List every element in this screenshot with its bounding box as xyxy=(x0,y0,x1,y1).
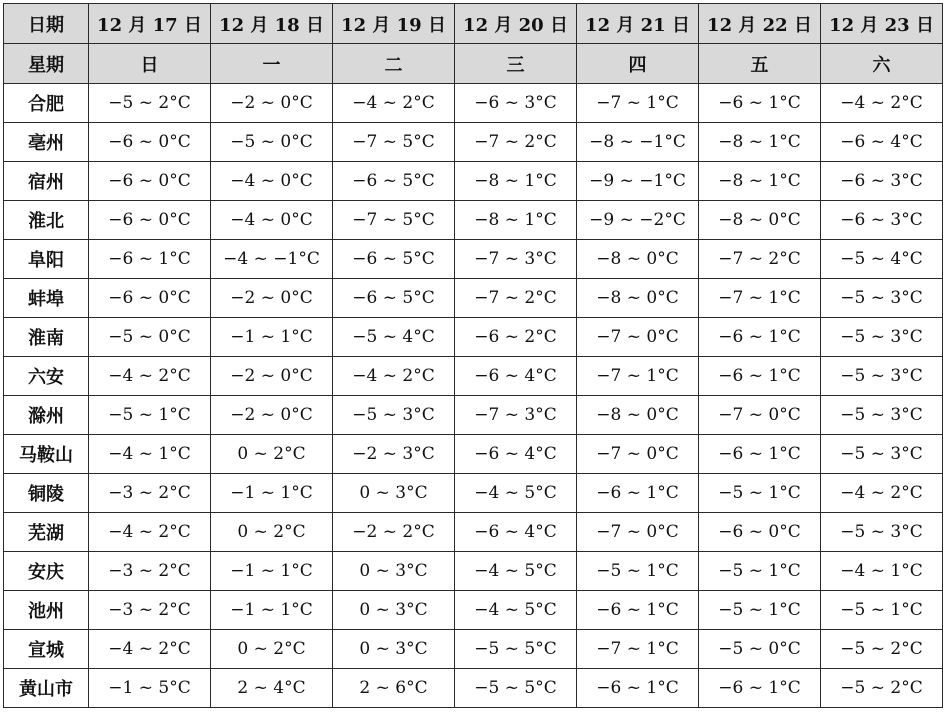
temperature-cell: −7 ~ 1°C xyxy=(577,84,699,123)
temperature-cell: −6 ~ 0°C xyxy=(699,513,821,552)
temperature-cell: −5 ~ 3°C xyxy=(821,513,943,552)
city-name: 安庆 xyxy=(4,552,89,591)
city-name: 宿州 xyxy=(4,162,89,201)
temperature-cell: −6 ~ 0°C xyxy=(89,279,211,318)
weekday-cell: 四 xyxy=(577,44,699,84)
date-header: 12 月 18 日 xyxy=(211,4,333,44)
temperature-cell: −8 ~ 1°C xyxy=(699,123,821,162)
table-row xyxy=(4,279,943,318)
table-row xyxy=(4,357,943,396)
temperature-cell: −6 ~ 1°C xyxy=(577,474,699,513)
city-name: 合肥 xyxy=(4,84,89,123)
temperature-cell: 2 ~ 4°C xyxy=(211,669,333,708)
temperature-cell: −5 ~ 1°C xyxy=(577,552,699,591)
temperature-cell: −6 ~ 3°C xyxy=(821,201,943,240)
table-row xyxy=(4,630,943,669)
temperature-cell: −8 ~ 1°C xyxy=(699,162,821,201)
temperature-cell: −5 ~ 3°C xyxy=(821,435,943,474)
table-row xyxy=(4,669,943,708)
table-row xyxy=(4,162,943,201)
temperature-cell: −7 ~ 3°C xyxy=(455,240,577,279)
temperature-cell: −1 ~ 1°C xyxy=(211,552,333,591)
city-name: 铜陵 xyxy=(4,474,89,513)
temperature-cell: −6 ~ 0°C xyxy=(89,201,211,240)
table-row xyxy=(4,513,943,552)
table-row xyxy=(4,123,943,162)
temperature-cell: −4 ~ −1°C xyxy=(211,240,333,279)
city-name: 黄山市 xyxy=(4,669,89,708)
temperature-cell: −9 ~ −1°C xyxy=(577,162,699,201)
city-name: 亳州 xyxy=(4,123,89,162)
temperature-cell: −6 ~ 1°C xyxy=(577,669,699,708)
temperature-cell: −2 ~ 0°C xyxy=(211,279,333,318)
temperature-cell: −7 ~ 2°C xyxy=(455,123,577,162)
temperature-cell: −5 ~ 1°C xyxy=(699,591,821,630)
forecast-table xyxy=(3,3,943,708)
temperature-cell: −5 ~ 2°C xyxy=(821,669,943,708)
temperature-cell: −6 ~ 3°C xyxy=(821,162,943,201)
temperature-cell: −4 ~ 0°C xyxy=(211,201,333,240)
temperature-cell: −5 ~ 0°C xyxy=(89,318,211,357)
temperature-cell: 2 ~ 6°C xyxy=(333,669,455,708)
weekday-cell: 一 xyxy=(211,44,333,84)
temperature-cell: −6 ~ 1°C xyxy=(89,240,211,279)
temperature-cell: −7 ~ 1°C xyxy=(699,279,821,318)
temperature-cell: −5 ~ 3°C xyxy=(821,396,943,435)
temperature-cell: −6 ~ 1°C xyxy=(699,435,821,474)
temperature-cell: 0 ~ 2°C xyxy=(211,435,333,474)
temperature-cell: −3 ~ 2°C xyxy=(89,552,211,591)
temperature-cell: −5 ~ 5°C xyxy=(455,669,577,708)
city-name: 阜阳 xyxy=(4,240,89,279)
temperature-cell: −6 ~ 0°C xyxy=(89,162,211,201)
temperature-cell: −6 ~ 1°C xyxy=(699,84,821,123)
table-row xyxy=(4,318,943,357)
city-name: 蚌埠 xyxy=(4,279,89,318)
temperature-cell: 0 ~ 2°C xyxy=(211,513,333,552)
temperature-cell: −6 ~ 4°C xyxy=(455,357,577,396)
temperature-cell: −2 ~ 2°C xyxy=(333,513,455,552)
date-header: 12 月 21 日 xyxy=(577,4,699,44)
temperature-cell: −6 ~ 0°C xyxy=(89,123,211,162)
temperature-cell: −8 ~ 0°C xyxy=(699,201,821,240)
table-row xyxy=(4,474,943,513)
temperature-cell: −4 ~ 5°C xyxy=(455,552,577,591)
temperature-cell: 0 ~ 3°C xyxy=(333,591,455,630)
temperature-cell: −7 ~ 5°C xyxy=(333,201,455,240)
temperature-cell: −8 ~ 0°C xyxy=(577,240,699,279)
temperature-cell: −4 ~ 2°C xyxy=(333,357,455,396)
temperature-cell: −7 ~ 0°C xyxy=(577,513,699,552)
temperature-cell: −4 ~ 1°C xyxy=(89,435,211,474)
temperature-cell: −8 ~ 1°C xyxy=(455,201,577,240)
temperature-cell: −1 ~ 1°C xyxy=(211,318,333,357)
temperature-cell: −6 ~ 1°C xyxy=(577,591,699,630)
temperature-cell: −9 ~ −2°C xyxy=(577,201,699,240)
temperature-cell: −4 ~ 2°C xyxy=(89,513,211,552)
temperature-cell: −2 ~ 0°C xyxy=(211,84,333,123)
header-label-date: 日期 xyxy=(4,4,89,44)
city-name: 六安 xyxy=(4,357,89,396)
table-body xyxy=(4,4,943,708)
temperature-cell: −7 ~ 2°C xyxy=(699,240,821,279)
city-name: 芜湖 xyxy=(4,513,89,552)
table-row xyxy=(4,552,943,591)
temperature-cell: −2 ~ 0°C xyxy=(211,396,333,435)
temperature-cell: −4 ~ 2°C xyxy=(821,474,943,513)
temperature-cell: −5 ~ 4°C xyxy=(821,240,943,279)
temperature-cell: −4 ~ 5°C xyxy=(455,474,577,513)
temperature-cell: −5 ~ 5°C xyxy=(455,630,577,669)
weekday-cell: 日 xyxy=(89,44,211,84)
temperature-cell: −5 ~ 1°C xyxy=(89,396,211,435)
weekday-row xyxy=(4,44,943,84)
weekday-cell: 五 xyxy=(699,44,821,84)
temperature-cell: −4 ~ 5°C xyxy=(455,591,577,630)
temperature-cell: −6 ~ 2°C xyxy=(455,318,577,357)
table-row xyxy=(4,396,943,435)
temperature-cell: −4 ~ 2°C xyxy=(821,84,943,123)
temperature-cell: −8 ~ 0°C xyxy=(577,279,699,318)
temperature-cell: −5 ~ 4°C xyxy=(333,318,455,357)
date-header: 12 月 20 日 xyxy=(455,4,577,44)
temperature-cell: −5 ~ 3°C xyxy=(333,396,455,435)
table-row xyxy=(4,435,943,474)
date-header: 12 月 22 日 xyxy=(699,4,821,44)
weekday-cell: 三 xyxy=(455,44,577,84)
temperature-cell: −5 ~ 3°C xyxy=(821,357,943,396)
temperature-cell: −4 ~ 2°C xyxy=(333,84,455,123)
table-row xyxy=(4,201,943,240)
header-label-weekday: 星期 xyxy=(4,44,89,84)
temperature-cell: −7 ~ 0°C xyxy=(699,396,821,435)
temperature-cell: −7 ~ 1°C xyxy=(577,357,699,396)
temperature-cell: −6 ~ 1°C xyxy=(699,318,821,357)
temperature-cell: −2 ~ 0°C xyxy=(211,357,333,396)
temperature-cell: −4 ~ 2°C xyxy=(89,630,211,669)
temperature-cell: −1 ~ 1°C xyxy=(211,474,333,513)
temperature-cell: −6 ~ 4°C xyxy=(455,513,577,552)
temperature-cell: −4 ~ 0°C xyxy=(211,162,333,201)
temperature-cell: −4 ~ 2°C xyxy=(89,357,211,396)
city-name: 淮南 xyxy=(4,318,89,357)
table-row xyxy=(4,84,943,123)
temperature-cell: −6 ~ 4°C xyxy=(821,123,943,162)
temperature-cell: −7 ~ 1°C xyxy=(577,630,699,669)
temperature-cell: −6 ~ 5°C xyxy=(333,279,455,318)
temperature-cell: −3 ~ 2°C xyxy=(89,474,211,513)
temperature-cell: −5 ~ 1°C xyxy=(821,591,943,630)
temperature-cell: −5 ~ 3°C xyxy=(821,279,943,318)
temperature-cell: −5 ~ 2°C xyxy=(821,630,943,669)
date-header: 12 月 23 日 xyxy=(821,4,943,44)
date-header: 12 月 17 日 xyxy=(89,4,211,44)
temperature-cell: −7 ~ 0°C xyxy=(577,318,699,357)
temperature-cell: −5 ~ 1°C xyxy=(699,474,821,513)
temperature-cell: 0 ~ 3°C xyxy=(333,552,455,591)
temperature-cell: −7 ~ 2°C xyxy=(455,279,577,318)
city-name: 池州 xyxy=(4,591,89,630)
temperature-cell: −6 ~ 5°C xyxy=(333,162,455,201)
temperature-cell: −5 ~ 3°C xyxy=(821,318,943,357)
city-name: 宣城 xyxy=(4,630,89,669)
table-row xyxy=(4,240,943,279)
temperature-cell: −4 ~ 1°C xyxy=(821,552,943,591)
temperature-cell: −6 ~ 4°C xyxy=(455,435,577,474)
temperature-cell: −6 ~ 3°C xyxy=(455,84,577,123)
weekday-cell: 二 xyxy=(333,44,455,84)
date-header: 12 月 19 日 xyxy=(333,4,455,44)
temperature-cell: −8 ~ 0°C xyxy=(577,396,699,435)
temperature-cell: −5 ~ 0°C xyxy=(699,630,821,669)
temperature-cell: −8 ~ −1°C xyxy=(577,123,699,162)
temperature-cell: −7 ~ 5°C xyxy=(333,123,455,162)
temperature-cell: −6 ~ 1°C xyxy=(699,669,821,708)
temperature-cell: −3 ~ 2°C xyxy=(89,591,211,630)
header-row xyxy=(4,4,943,44)
temperature-cell: 0 ~ 2°C xyxy=(211,630,333,669)
city-name: 马鞍山 xyxy=(4,435,89,474)
city-name: 淮北 xyxy=(4,201,89,240)
temperature-cell: −6 ~ 5°C xyxy=(333,240,455,279)
temperature-cell: −5 ~ 0°C xyxy=(211,123,333,162)
temperature-cell: −7 ~ 3°C xyxy=(455,396,577,435)
temperature-cell: 0 ~ 3°C xyxy=(333,630,455,669)
temperature-cell: −2 ~ 3°C xyxy=(333,435,455,474)
temperature-cell: −6 ~ 1°C xyxy=(699,357,821,396)
temperature-cell: −8 ~ 1°C xyxy=(455,162,577,201)
temperature-cell: −7 ~ 0°C xyxy=(577,435,699,474)
temperature-cell: −5 ~ 2°C xyxy=(89,84,211,123)
table-row xyxy=(4,591,943,630)
temperature-cell: 0 ~ 3°C xyxy=(333,474,455,513)
temperature-cell: −1 ~ 1°C xyxy=(211,591,333,630)
temperature-cell: −1 ~ 5°C xyxy=(89,669,211,708)
weekday-cell: 六 xyxy=(821,44,943,84)
temperature-cell: −5 ~ 1°C xyxy=(699,552,821,591)
city-name: 滁州 xyxy=(4,396,89,435)
